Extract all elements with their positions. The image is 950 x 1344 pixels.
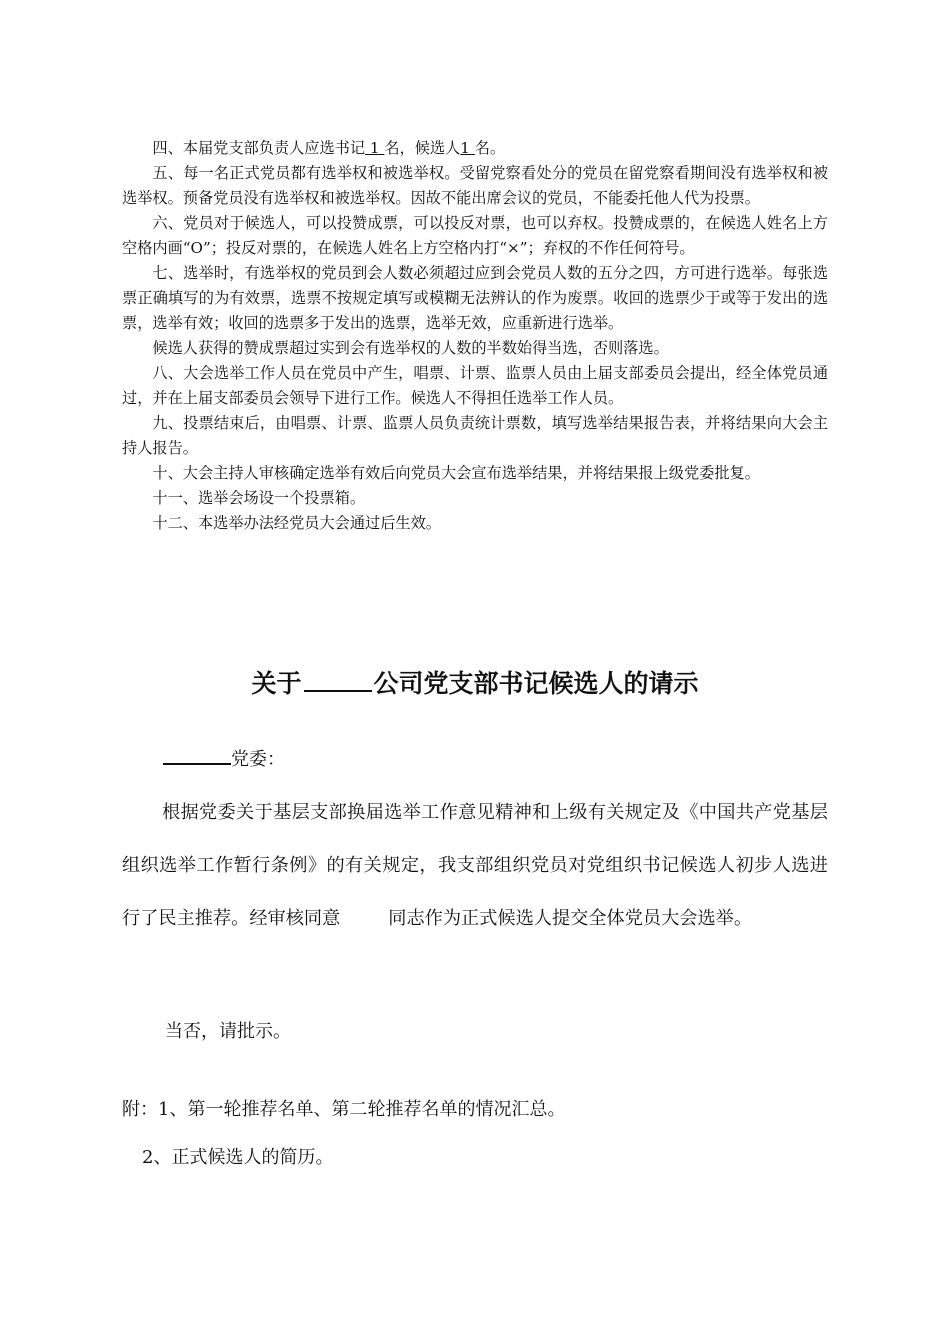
company-name-blank <box>304 668 372 692</box>
attachment-1: 附：1、第一轮推荐名单、第二轮推荐名单的情况汇总。 <box>122 1099 566 1120</box>
closing-line: 当否，请批示。 <box>165 1021 291 1042</box>
request-body <box>122 786 828 945</box>
committee-name-blank <box>163 745 231 765</box>
request-title <box>0 664 950 704</box>
rule-5: 五、每一名正式党员都有选举权和被选举权。受留党察看处分的党员在留党察看期间没有选举权和被选举权。预备党员没有选举权和被选举权。因故不能出席会议的党员，不能委托他人代为投票。 <box>122 164 828 207</box>
candidate-count <box>460 139 475 157</box>
rule-11: 十一、选举会场设一个投票箱。 <box>152 489 366 507</box>
election-rules-section <box>122 136 828 536</box>
title-suffix: 公司党支部书记候选人的请示 <box>373 669 699 698</box>
secretary-count <box>365 139 384 157</box>
rule-9: 九、投票结束后，由唱票、计票、监票人员负责统计票数，填写选举结果报告表，并将结果向大会主持人报告。 <box>122 414 828 457</box>
rule-12: 十二、本选举办法经党员大会通过后生效。 <box>152 514 441 532</box>
rule-7-note: 候选人获得的赞成票超过实到会有选举权的人数的半数始得当选，否则落选。 <box>152 339 669 357</box>
candidate-count-value: 1 <box>460 139 470 157</box>
request-body-text-2: 同志作为正式候选人提交全体党员大会选举。 <box>388 908 753 929</box>
rule-7: 七、选举时，有选举权的党员到会人数必须超过应到会党员人数的五分之四，方可进行选举。每张选票正确填写的为有效票，选票不按规定填写或模糊无法辨认的作为废票。收回的选票少于或等于发出的选票，选举有效；收回的选票多于发出的选票，选举无效，应重新进行选举。 <box>122 264 828 332</box>
rule-4-text-3: 名。 <box>474 139 506 157</box>
rule-4 <box>122 136 828 161</box>
title-prefix: 关于 <box>251 669 302 698</box>
rule-6: 六、党员对于候选人，可以投赞成票，可以投反对票，也可以弃权。投赞成票的，在候选人姓名上方空格内画“O”；投反对票的，在候选人姓名上方空格内打“×”；弃权的不作任何符号。 <box>122 214 828 257</box>
rule-8: 八、大会选举工作人员在党员中产生，唱票、计票、监票人员由上届支部委员会提出，经全体党员通过，并在上届支部委员会领导下进行工作。候选人不得担任选举工作人员。 <box>122 364 828 407</box>
addressee-text: 党委： <box>231 749 285 770</box>
rule-4-text-2: 名，候选人 <box>384 139 461 157</box>
rule-4-text: 四、本届党支部负责人应选书记 <box>152 139 366 157</box>
attachment-2: 2、正式候选人的简历。 <box>142 1147 334 1168</box>
rule-10: 十、大会主持人审核确定选举有效后向党员大会宣布选举结果，并将结果报上级党委批复。 <box>152 464 760 482</box>
secretary-count-value: 1 <box>369 139 380 157</box>
request-body-text: 根据党委关于基层支部换届选举工作意见精神和上级有关规定及《中国共产党基层组织选举工作暂行条例》的有关规定，我支部组织党员对党组织书记候选人初步人选进行了民主推荐。经审核同意 <box>122 802 828 929</box>
addressee-line <box>163 744 285 776</box>
